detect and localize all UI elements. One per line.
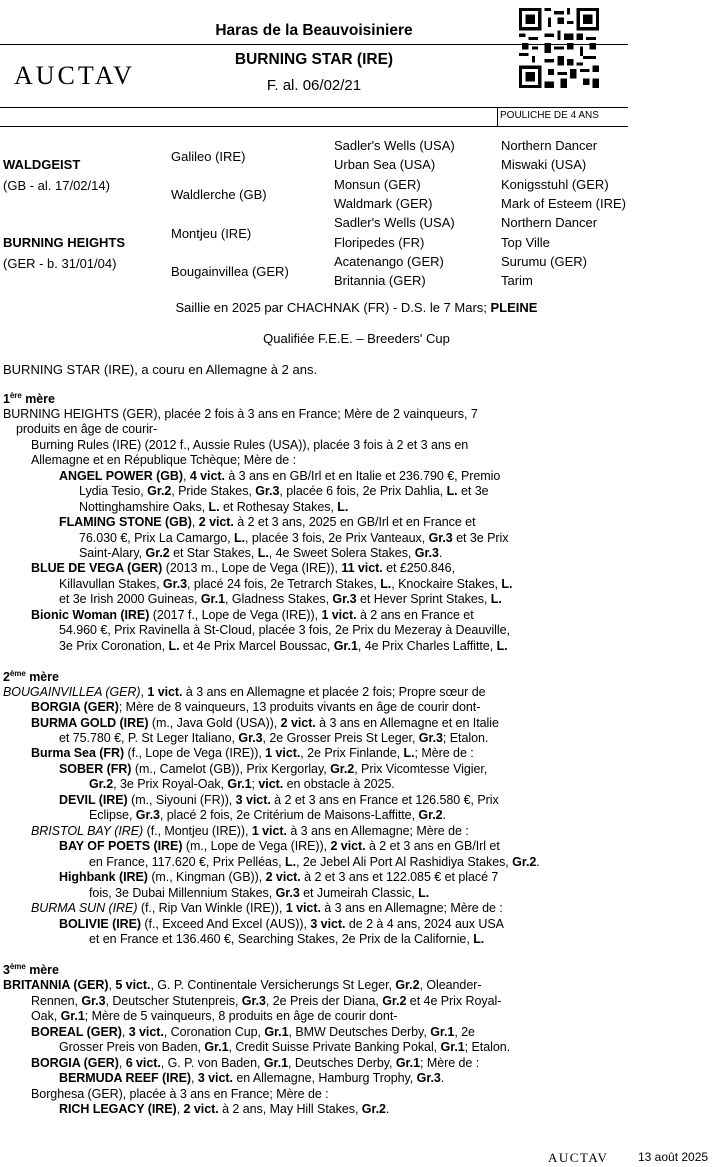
text-line: 76.030 €, Prix La Camargo, L., placée 3 fois, 2e Prix Vanteaux, Gr.3 et 3e Prix bbox=[79, 531, 509, 545]
pedigree-gen4: Surumu (GER) bbox=[501, 254, 587, 269]
text-line: Killavullan Stakes, Gr.3, placé 24 fois, 2e Tetrarch Stakes, L., Knockaire Stakes, L. bbox=[59, 577, 513, 591]
text-line: 54.960 €, Prix Ravinella à St-Cloud, placée 3 fois, 2e Prix du Mezeray à Deauville, bbox=[59, 623, 510, 637]
pedigree-gen4: Top Ville bbox=[501, 235, 550, 250]
pedigree-gen2: Montjeu (IRE) bbox=[171, 226, 252, 241]
text-line: et 75.780 €, P. St Leger Italiano, Gr.3, 2e Grosser Preis St Leger, Gr.3; Etalon. bbox=[59, 731, 489, 745]
text-line: fois, 3e Dubai Millennium Stakes, Gr.3 et Jumeirah Classic, L. bbox=[89, 886, 430, 900]
text-line: BOREAL (GER), 3 vict., Coronation Cup, Gr.1, BMW Deutsches Derby, Gr.1, 2e bbox=[31, 1025, 475, 1039]
text-line: BOUGAINVILLEA (GER), 1 vict. à 3 ans en Allemagne et placée 2 fois; Propre sœur de bbox=[3, 685, 486, 699]
pedigree-gen3: Monsun (GER) bbox=[334, 177, 421, 192]
text-line: BRITANNIA (GER), 5 vict., G. P. Continentale Versicherungs St Leger, Gr.2, Oleander- bbox=[3, 978, 482, 992]
text-line: Oak, Gr.1; Mère de 5 vainqueurs, 8 produits en âge de courir dont- bbox=[31, 1009, 398, 1023]
text-line: BORGIA (GER), 6 vict., G. P. von Baden, Gr.1, Deutsches Derby, Gr.1; Mère de : bbox=[31, 1056, 480, 1070]
text-line: Burning Rules (IRE) (2012 f., Aussie Rules (USA)), placée 3 fois à 2 et 3 ans en bbox=[31, 438, 469, 452]
text-line: et 3e Irish 2000 Guineas, Gr.1, Gladness Stakes, Gr.3 et Hever Sprint Stakes, L. bbox=[59, 592, 502, 606]
pedigree-gen4: Miswaki (USA) bbox=[501, 157, 587, 172]
text-line: Saint-Alary, Gr.2 et Star Stakes, L., 4e Sweet Solera Stakes, Gr.3. bbox=[79, 546, 443, 560]
section-heading-2: 2ème mère bbox=[3, 669, 59, 685]
header-rule-bottom bbox=[0, 126, 628, 127]
saillie-text: Saillie en 2025 par CHACHNAK (FR) - D.S. le 7 Mars; bbox=[175, 300, 491, 315]
header-rule-mid bbox=[0, 107, 628, 108]
pedigree-gen2: Bougainvillea (GER) bbox=[171, 264, 289, 279]
text-line: ANGEL POWER (GB), 4 vict. à 3 ans en GB/Irl et en Italie et 236.790 €, Premio bbox=[59, 469, 501, 483]
text-line: BAY OF POETS (IRE) (m., Lope de Vega (IRE)), 2 vict. à 2 et 3 ans en GB/Irl et bbox=[59, 839, 500, 853]
text-line: BOLIVIE (IRE) (f., Exceed And Excel (AUS)), 3 vict. de 2 à 4 ans, 2024 aux USA bbox=[59, 917, 504, 931]
text-line: BLUE DE VEGA (GER) (2013 m., Lope de Vega (IRE)), 11 vict. et £250.846, bbox=[31, 561, 456, 575]
text-line: Gr.2, 3e Prix Royal-Oak, Gr.1; vict. en obstacle à 2025. bbox=[89, 777, 395, 791]
pedigree-gen4: Tarim bbox=[501, 273, 533, 288]
text-line: Eclipse, Gr.3, placé 2 fois, 2e Critérium de Maisons-Laffitte, Gr.2. bbox=[89, 808, 446, 822]
footer-date: 13 août 2025 bbox=[638, 1150, 709, 1164]
text-line: BORGIA (GER); Mère de 8 vainqueurs, 13 produits vivants en âge de courir dont- bbox=[31, 700, 481, 714]
qr-code-icon bbox=[519, 8, 599, 88]
text-line: et en France et 136.460 €, Searching Stakes, 2e Prix de la Californie, L. bbox=[89, 932, 485, 946]
sire-info: (GB - al. 17/02/14) bbox=[3, 178, 110, 193]
text-line: BERMUDA REEF (IRE), 3 vict. en Allemagne, Hamburg Trophy, Gr.3. bbox=[59, 1071, 445, 1085]
text-line: Burma Sea (FR) (f., Lope de Vega (IRE)), 1 vict., 2e Prix Finlande, L.; Mère de : bbox=[31, 746, 474, 760]
text-line: DEVIL (IRE) (m., Siyouni (FR)), 3 vict. à 2 et 3 ans en France et 126.580 €, Prix bbox=[59, 793, 499, 807]
text-line: Lydia Tesio, Gr.2, Pride Stakes, Gr.3, placée 6 fois, 2e Prix Dahlia, L. et 3e bbox=[79, 484, 489, 498]
section-heading-3: 3ème mère bbox=[3, 962, 59, 978]
pedigree-gen4: Konigsstuhl (GER) bbox=[501, 177, 609, 192]
text-line: BURNING HEIGHTS (GER), placée 2 fois à 3 ans en France; Mère de 2 vainqueurs, 7 bbox=[3, 407, 478, 421]
text-line: Rennen, Gr.3, Deutscher Stutenpreis, Gr.3, 2e Preis der Diana, Gr.2 et 4e Prix Royal- bbox=[31, 994, 502, 1008]
pedigree-gen2: Waldlerche (GB) bbox=[171, 187, 267, 202]
pedigree-gen3: Acatenango (GER) bbox=[334, 254, 444, 269]
text-line: SOBER (FR) (m., Camelot (GB)), Prix Kergorlay, Gr.2, Prix Vicomtesse Vigier, bbox=[59, 762, 488, 776]
text-line: BURMA SUN (IRE) (f., Rip Van Winkle (IRE)), 1 vict. à 3 ans en Allemagne; Mère de : bbox=[31, 901, 503, 915]
dam-info: (GER - b. 31/01/04) bbox=[3, 256, 117, 271]
pedigree-gen3: Floripedes (FR) bbox=[334, 235, 425, 250]
auctav-logo: AUCTAV bbox=[14, 61, 135, 90]
saillie-status: PLEINE bbox=[490, 300, 538, 315]
text-line: Grosser Preis von Baden, Gr.1, Credit Suisse Private Banking Pokal, Gr.1; Etalon. bbox=[59, 1040, 511, 1054]
sire-name: WALDGEIST bbox=[3, 157, 81, 172]
text-line: BURMA GOLD (IRE) (m., Java Gold (USA)), 2 vict. à 3 ans en Allemagne et en Italie bbox=[31, 716, 499, 730]
text-line: Nottinghamshire Oaks, L. et Rothesay Stakes, L. bbox=[79, 500, 349, 514]
text-line: RICH LEGACY (IRE), 2 vict. à 2 ans, May Hill Stakes, Gr.2. bbox=[59, 1102, 390, 1116]
footer-logo: AUCTAV bbox=[548, 1150, 609, 1165]
text-line: produits en âge de courir- bbox=[16, 422, 158, 436]
pedigree-gen4: Northern Dancer bbox=[501, 215, 598, 230]
dam-name: BURNING HEIGHTS bbox=[3, 235, 126, 250]
pedigree-gen3: Waldmark (GER) bbox=[334, 196, 433, 211]
age-label: POULICHE DE 4 ANS bbox=[500, 110, 599, 121]
text-line: FLAMING STONE (GB), 2 vict. à 2 et 3 ans, 2025 en GB/Irl et en France et bbox=[59, 515, 476, 529]
text-line: Bionic Woman (IRE) (2017 f., Lope de Vega (IRE)), 1 vict. à 2 ans en France et bbox=[31, 608, 474, 622]
pedigree-gen2: Galileo (IRE) bbox=[171, 149, 246, 164]
pedigree-gen4: Mark of Esteem (IRE) bbox=[501, 196, 626, 211]
qualification-line: Qualifiée F.E.E. – Breeders' Cup bbox=[263, 331, 450, 346]
pedigree-gen3: Sadler's Wells (USA) bbox=[334, 138, 455, 153]
pedigree-gen3: Urban Sea (USA) bbox=[334, 157, 436, 172]
text-line: BRISTOL BAY (IRE) (f., Montjeu (IRE)), 1 vict. à 3 ans en Allemagne; Mère de : bbox=[31, 824, 469, 838]
pedigree-gen3: Sadler's Wells (USA) bbox=[334, 215, 455, 230]
pedigree-gen3: Britannia (GER) bbox=[334, 273, 426, 288]
horse-subtitle: F. al. 06/02/21 bbox=[266, 77, 362, 94]
saillie-line bbox=[0, 300, 713, 315]
section-heading-1: 1ère mère bbox=[3, 391, 55, 407]
horse-name: BURNING STAR (IRE) bbox=[234, 51, 394, 68]
intro-line: BURNING STAR (IRE), a couru en Allemagne à 2 ans. bbox=[3, 362, 318, 377]
haras-name: Haras de la Beauvoisiniere bbox=[215, 22, 413, 39]
text-line: Borghesa (GER), placée à 3 ans en France; Mère de : bbox=[31, 1087, 329, 1101]
text-line: Highbank (IRE) (m., Kingman (GB)), 2 vict. à 2 et 3 ans et 122.085 € et placé 7 bbox=[59, 870, 499, 884]
pedigree-gen4: Northern Dancer bbox=[501, 138, 598, 153]
text-line: 3e Prix Coronation, L. et 4e Prix Marcel Boussac, Gr.1, 4e Prix Charles Laffitte, L. bbox=[59, 639, 508, 653]
header-rule-vertical bbox=[497, 107, 498, 126]
text-line: en France, 117.620 €, Prix Pelléas, L., 2e Jebel Ali Port Al Rashidiya Stakes, Gr.2. bbox=[89, 855, 540, 869]
text-line: Allemagne et en République Tchèque; Mère de : bbox=[31, 453, 297, 467]
